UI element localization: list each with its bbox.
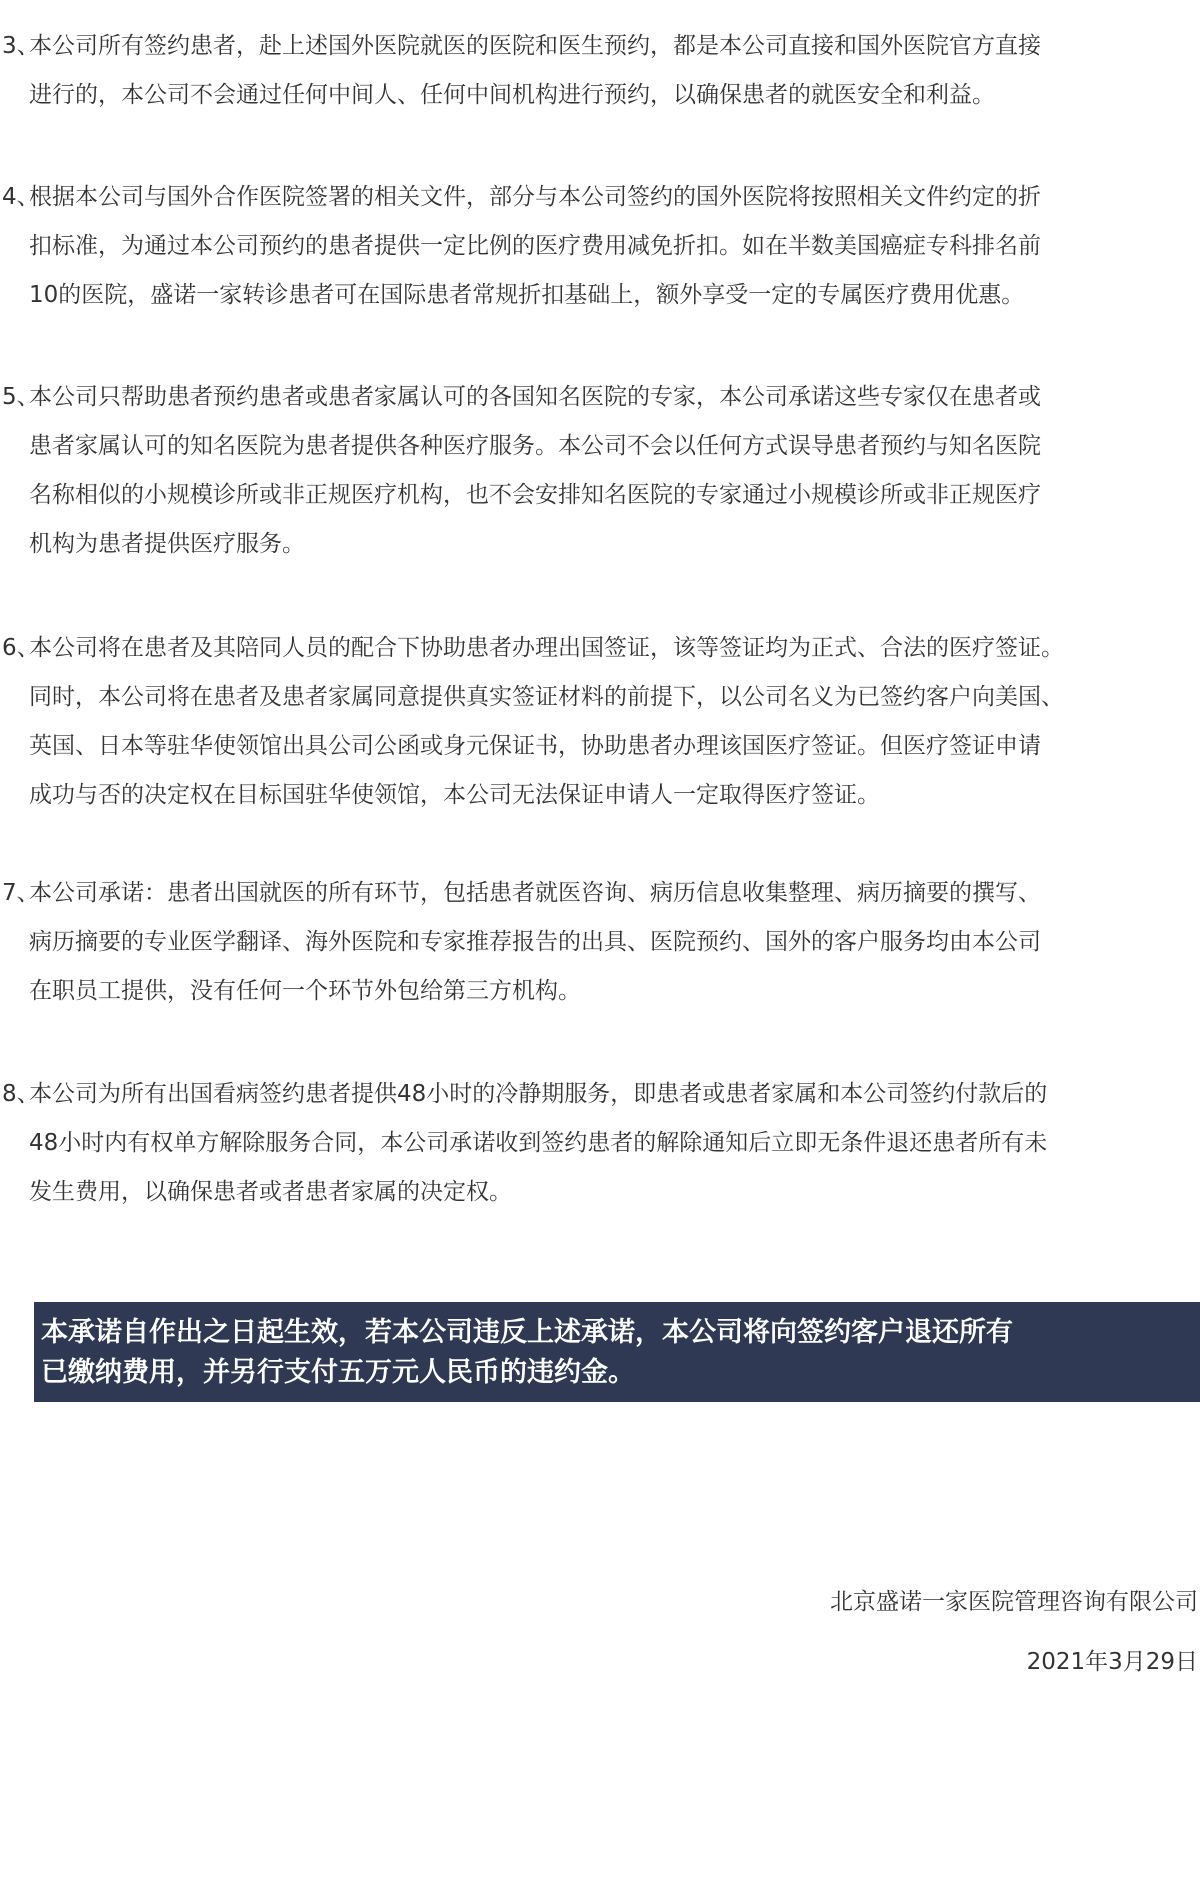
clause-7 (0, 869, 1200, 1016)
clause-line: 10的医院，盛诺一家转诊患者可在国际患者常规折扣基础上，额外享受一定的专属医疗费用优惠。 (29, 282, 1025, 308)
clause-line: 本公司只帮助患者预约患者或患者家属认可的各国知名医院的专家，本公司承诺这些专家仅在患者或 (29, 384, 1041, 410)
clause-line: 同时，本公司将在患者及患者家属同意提供真实签证材料的前提下，以公司名义为已签约客户向美国、 (29, 684, 1064, 710)
clause-line: 根据本公司与国外合作医院签署的相关文件，部分与本公司签约的国外医院将按照相关文件约定的折 (29, 184, 1041, 210)
clause-number: 8、 (2, 1081, 40, 1107)
clause-line: 本公司承诺：患者出国就医的所有环节，包括患者就医咨询、病历信息收集整理、病历摘要的撰写、 (29, 880, 1041, 906)
clause-4 (0, 173, 1200, 320)
clause-line: 发生费用，以确保患者或者患者家属的决定权。 (29, 1179, 512, 1205)
clause-5 (0, 373, 1200, 569)
clause-line: 本公司将在患者及其陪同人员的配合下协助患者办理出国签证，该等签证均为正式、合法的医疗签证。 (29, 635, 1064, 661)
clause-line: 病历摘要的专业医学翻译、海外医院和专家推荐报告的出具、医院预约、国外的客户服务均由本公司 (29, 929, 1041, 955)
company-name: 北京盛诺一家医院管理咨询有限公司 (830, 1589, 1198, 1615)
clause-line: 机构为患者提供医疗服务。 (29, 531, 305, 557)
clause-8 (0, 1070, 1200, 1217)
clause-line: 在职员工提供，没有任何一个环节外包给第三方机构。 (29, 978, 581, 1004)
clause-3 (0, 22, 1200, 120)
clause-number: 5、 (2, 384, 40, 410)
clause-number: 3、 (2, 33, 40, 59)
clause-line: 本公司为所有出国看病签约患者提供48小时的冷静期服务，即患者或患者家属和本公司签约付款后的 (29, 1081, 1048, 1107)
banner-line: 已缴纳费用，并另行支付五万元人民币的违约金。 (41, 1357, 635, 1388)
clause-6 (0, 624, 1200, 820)
commitment-banner (34, 1302, 1200, 1402)
clause-line: 进行的，本公司不会通过任何中间人、任何中间机构进行预约，以确保患者的就医安全和利益。 (29, 82, 995, 108)
clause-line: 成功与否的决定权在目标国驻华使领馆，本公司无法保证申请人一定取得医疗签证。 (29, 782, 880, 808)
clause-number: 6、 (2, 635, 40, 661)
clause-line: 48小时内有权单方解除服务合同，本公司承诺收到签约患者的解除通知后立即无条件退还患者所有未 (29, 1130, 1048, 1156)
clause-line: 患者家属认可的知名医院为患者提供各种医疗服务。本公司不会以任何方式误导患者预约与知名医院 (29, 433, 1041, 459)
clause-line: 本公司所有签约患者，赴上述国外医院就医的医院和医生预约，都是本公司直接和国外医院官方直接 (29, 33, 1041, 59)
clause-number: 7、 (2, 880, 40, 906)
signature-date: 2021年3月29日 (1026, 1649, 1198, 1675)
banner-line: 本承诺自作出之日起生效，若本公司违反上述承诺，本公司将向签约客户退还所有 (41, 1317, 1013, 1348)
clause-number: 4、 (2, 184, 40, 210)
clause-line: 英国、日本等驻华使领馆出具公司公函或身元保证书，协助患者办理该国医疗签证。但医疗签证申请 (29, 733, 1041, 759)
clause-line: 扣标准，为通过本公司预约的患者提供一定比例的医疗费用减免折扣。如在半数美国癌症专科排名前 (29, 233, 1041, 259)
clause-line: 名称相似的小规模诊所或非正规医疗机构，也不会安排知名医院的专家通过小规模诊所或非正规医疗 (29, 482, 1041, 508)
